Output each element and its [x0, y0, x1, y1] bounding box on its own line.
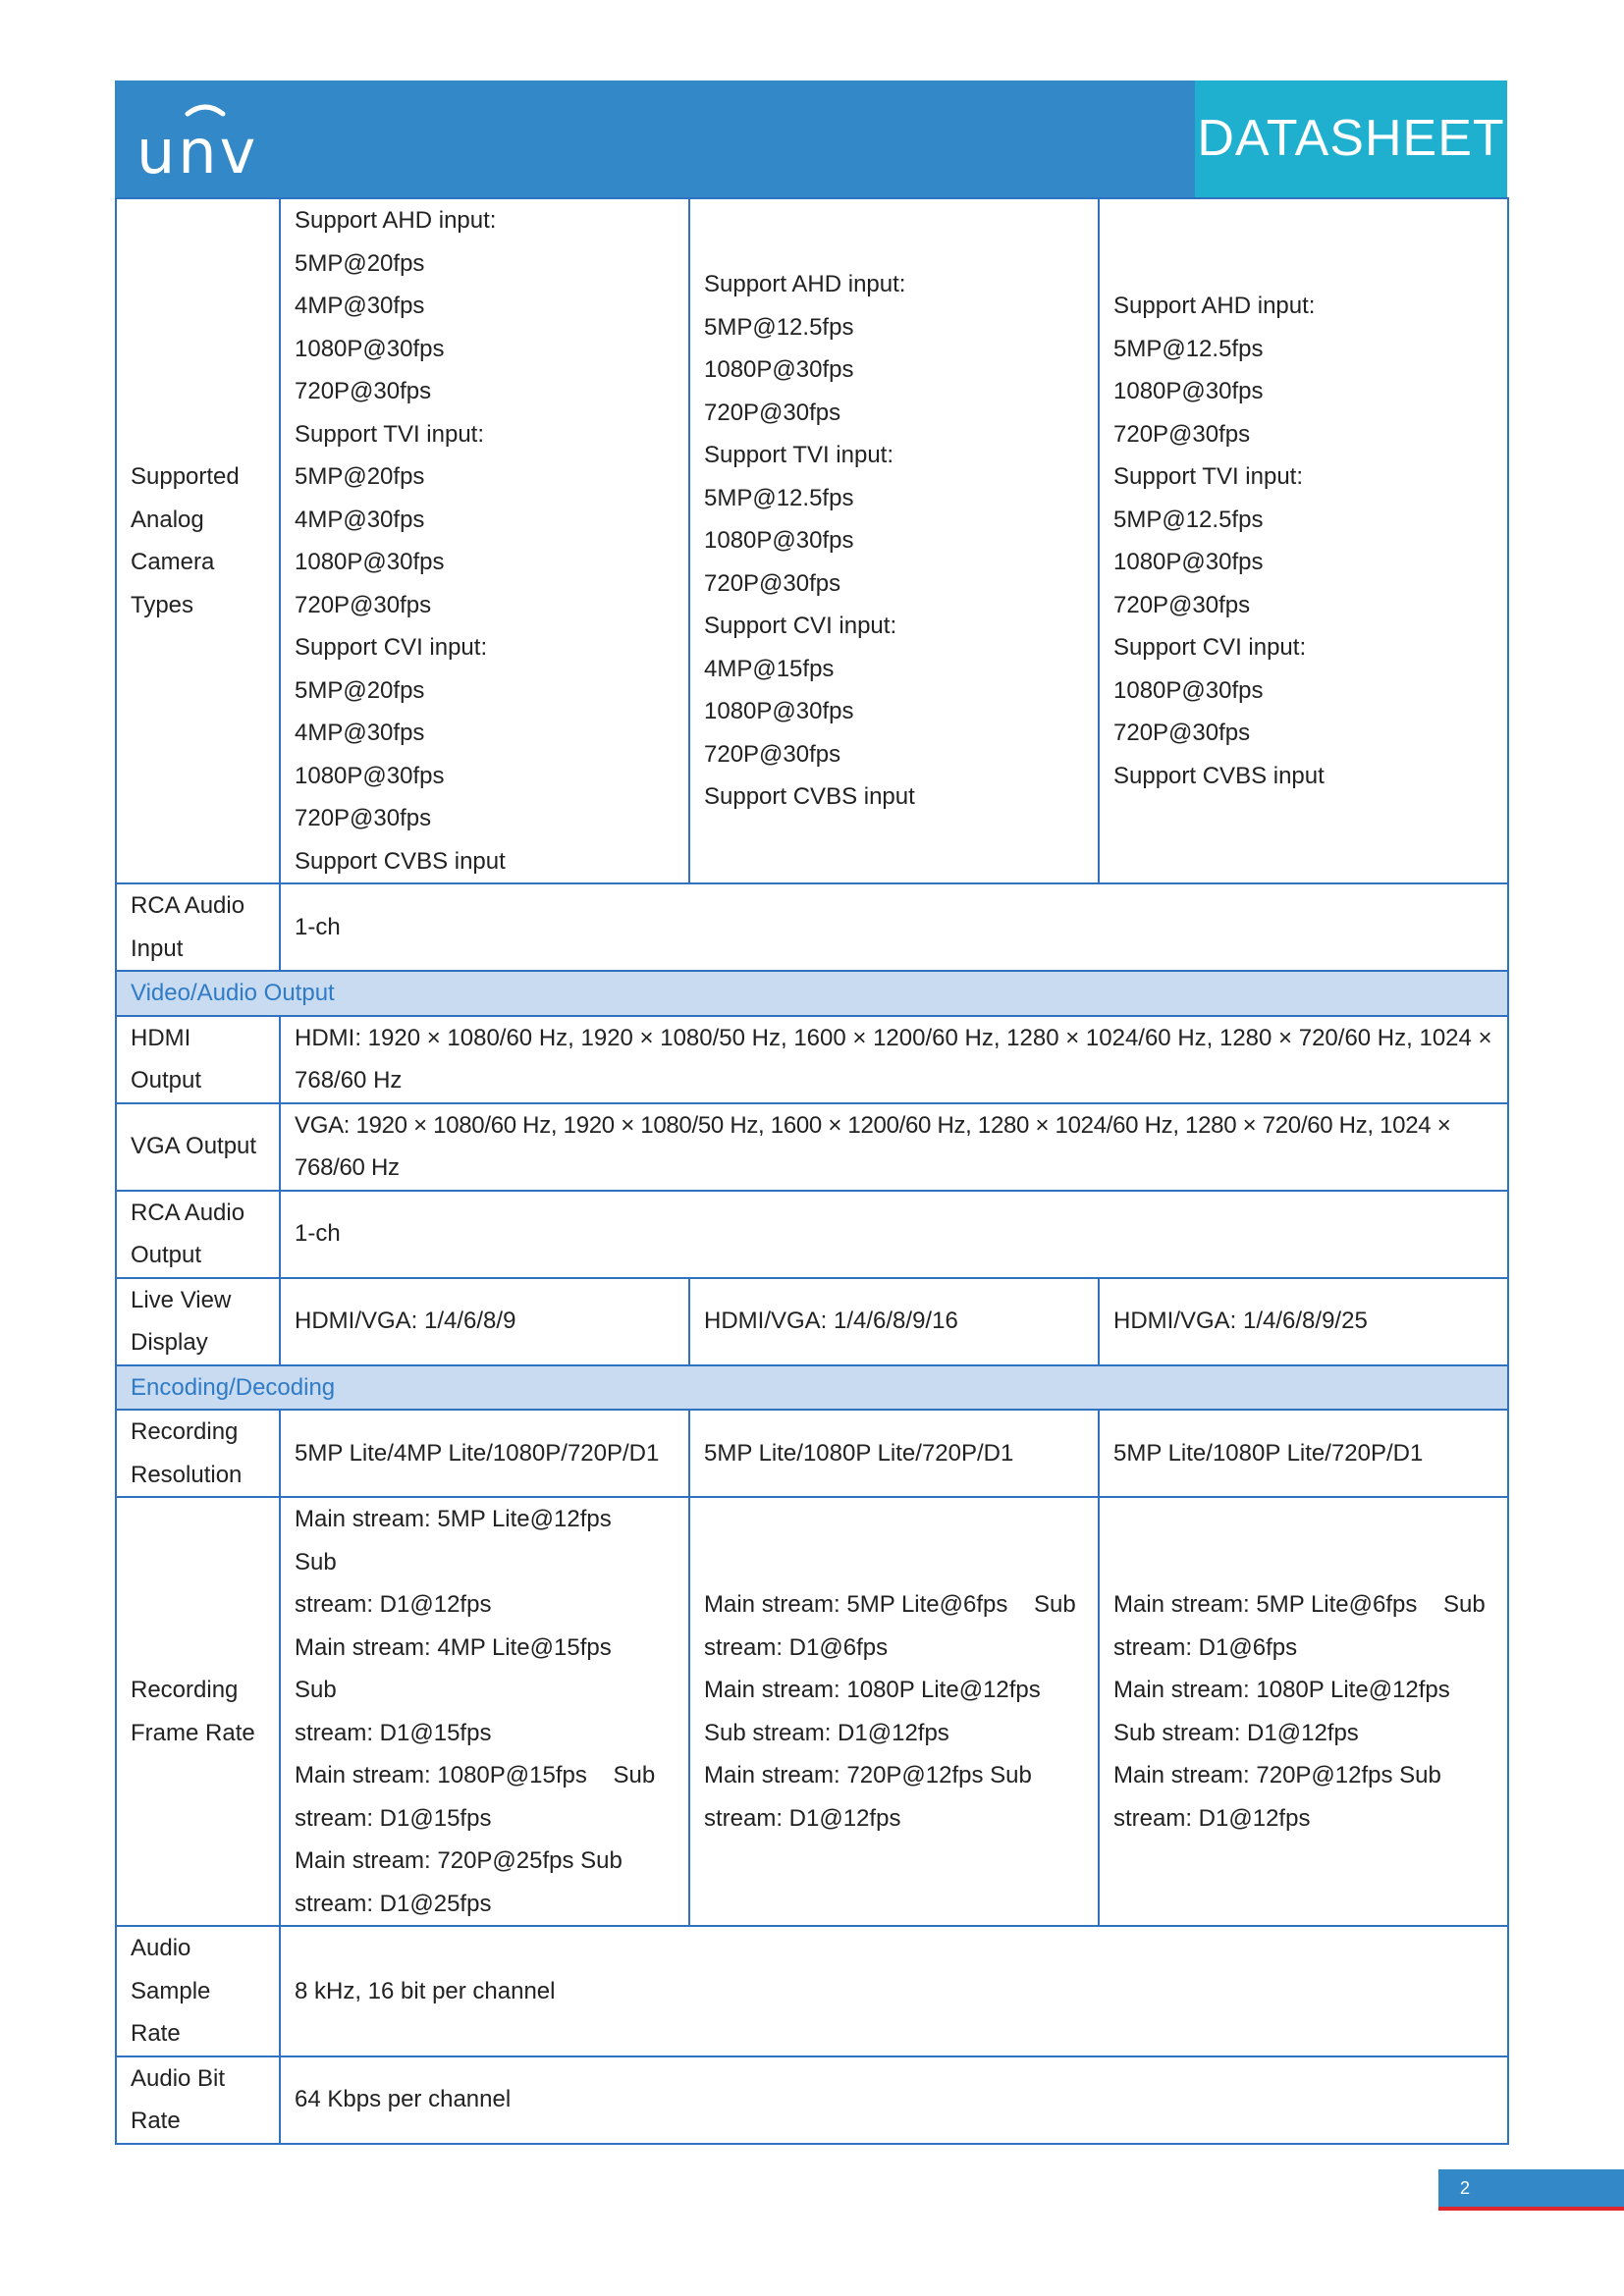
table-row-vga-output [116, 1103, 1508, 1191]
row-label: Live View Display [116, 1278, 280, 1365]
cell-value: 1-ch [280, 883, 1508, 971]
table-row-recording-frame-rate [116, 1497, 1508, 1926]
row-label: Recording Frame Rate [116, 1497, 280, 1926]
table-row-audio-sample-rate [116, 1926, 1508, 2056]
cell-value: 64 Kbps per channel [280, 2056, 1508, 2144]
cell-value: 8 kHz, 16 bit per channel [280, 1926, 1508, 2056]
logo-text: unv [136, 116, 259, 187]
cell-value: HDMI: 1920 × 1080/60 Hz, 1920 × 1080/50 Hz, 1600 × 1200/60 Hz, 1280 × 1024/60 Hz, 1280 × 720/60 Hz, 1024 × 768/60 Hz [280, 1016, 1508, 1103]
row-label: RCA Audio Output [116, 1191, 280, 1278]
cell-col3: Main stream: 5MP Lite@6fps Sub stream: D1@6fps Main stream: 1080P Lite@12fps Sub stream: D1@12fps Main stream: 720P@12fps Sub stream: D1@12fps [1099, 1497, 1508, 1926]
table-row-rca-audio-output [116, 1191, 1508, 1278]
row-label: Audio Bit Rate [116, 2056, 280, 2144]
table-row-recording-resolution [116, 1410, 1508, 1497]
cell-col3: 5MP Lite/1080P Lite/720P/D1 [1099, 1410, 1508, 1497]
spec-table [115, 197, 1509, 2145]
table-row-audio-bit-rate [116, 2056, 1508, 2144]
unv-logo [136, 98, 274, 187]
row-label: Audio Sample Rate [116, 1926, 280, 2056]
page-number: 2 [1438, 2169, 1624, 2207]
table-row-live-view-display [116, 1278, 1508, 1365]
cell-col1: 5MP Lite/4MP Lite/1080P/720P/D1 [280, 1410, 689, 1497]
row-label: VGA Output [116, 1103, 280, 1191]
cell-value: VGA: 1920 × 1080/60 Hz, 1920 × 1080/50 Hz, 1600 × 1200/60 Hz, 1280 × 1024/60 Hz, 1280 × 720/60 Hz, 1024 × 768/60 Hz [280, 1103, 1508, 1191]
row-label: RCA Audio Input [116, 883, 280, 971]
table-row-supported-analog-camera-types [116, 198, 1508, 883]
table-row-hdmi-output [116, 1016, 1508, 1103]
cell-col1: Support AHD input: 5MP@20fps 4MP@30fps 1080P@30fps 720P@30fps Support TVI input: 5MP@20fps 4MP@30fps 1080P@30fps 720P@30fps Support CVI input: 5MP@20fps 4MP@30fps 1080P@30fps 720P@30fps Support CVBS input [280, 198, 689, 883]
cell-col2: Support AHD input: 5MP@12.5fps 1080P@30fps 720P@30fps Support TVI input: 5MP@12.5fps 1080P@30fps 720P@30fps Support CVI input: 4MP@15fps 1080P@30fps 720P@30fps Support CVBS input [689, 198, 1099, 883]
table-row-rca-audio-input [116, 883, 1508, 971]
cell-col2: Main stream: 5MP Lite@6fps Sub stream: D1@6fps Main stream: 1080P Lite@12fps Sub stream: D1@12fps Main stream: 720P@12fps Sub stream: D1@12fps [689, 1497, 1099, 1926]
row-label: HDMI Output [116, 1016, 280, 1103]
cell-col1: HDMI/VGA: 1/4/6/8/9 [280, 1278, 689, 1365]
section-title: Encoding/Decoding [116, 1365, 1508, 1411]
section-encoding-decoding [116, 1365, 1508, 1411]
row-label: Recording Resolution [116, 1410, 280, 1497]
datasheet-title: DATASHEET [1195, 80, 1507, 197]
cell-col1: Main stream: 5MP Lite@12fps Sub stream: D1@12fps Main stream: 4MP Lite@15fps Sub stream: D1@15fps Main stream: 1080P@15fps Sub stream: D1@15fps Main stream: 720P@25fps Sub stream: D1@25fps [280, 1497, 689, 1926]
cell-col2: HDMI/VGA: 1/4/6/8/9/16 [689, 1278, 1099, 1365]
cell-col3: HDMI/VGA: 1/4/6/8/9/25 [1099, 1278, 1508, 1365]
cell-col3: Support AHD input: 5MP@12.5fps 1080P@30fps 720P@30fps Support TVI input: 5MP@12.5fps 1080P@30fps 720P@30fps Support CVI input: 1080P@30fps 720P@30fps Support CVBS input [1099, 198, 1508, 883]
row-label: Supported Analog Camera Types [116, 198, 280, 883]
cell-col2: 5MP Lite/1080P Lite/720P/D1 [689, 1410, 1099, 1497]
footer-accent-bar [1438, 2207, 1624, 2211]
cell-value: 1-ch [280, 1191, 1508, 1278]
section-video-audio-output [116, 971, 1508, 1016]
section-title: Video/Audio Output [116, 971, 1508, 1016]
page-header [115, 80, 1507, 197]
